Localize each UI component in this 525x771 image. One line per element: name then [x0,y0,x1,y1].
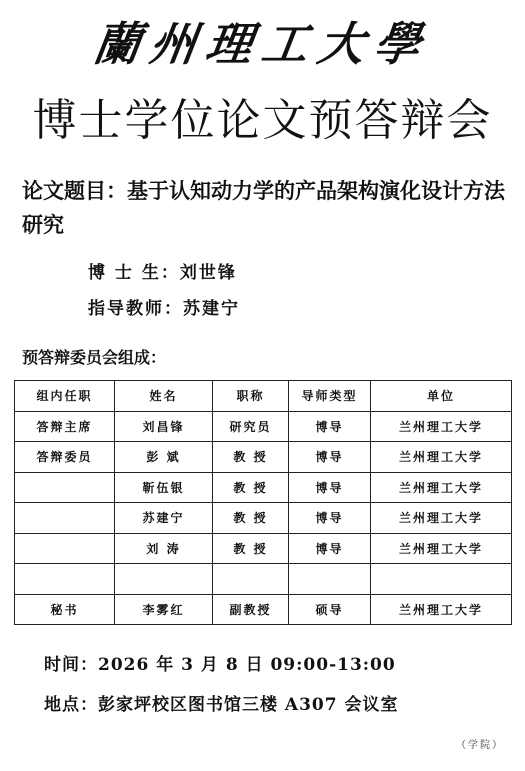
column-header: 导师类型 [289,381,371,412]
department-note: （学院） [456,740,504,751]
thesis-title-block [22,174,512,242]
table-row [15,533,512,564]
table-cell [15,472,115,503]
table-header-row [15,381,512,412]
table-cell: 刘 涛 [115,533,213,564]
table-row [15,472,512,503]
location-value: 彭家坪校区图书馆三楼 A307 会议室 [98,695,399,715]
table-cell [213,564,289,595]
table-cell: 彭 斌 [115,442,213,473]
table-cell [15,503,115,534]
table-cell: 兰州理工大学 [371,442,512,473]
column-header: 姓名 [115,381,213,412]
table-cell: 兰州理工大学 [371,411,512,442]
candidate-row [88,258,237,283]
table-cell: 刘昌锋 [115,411,213,442]
committee-table [14,380,512,625]
thesis-title-label: 论文题目： [22,178,127,203]
column-header: 职称 [213,381,289,412]
table-cell: 研究员 [213,411,289,442]
table-cell: 兰州理工大学 [371,594,512,625]
table-cell: 博导 [289,411,371,442]
location-label: 地点： [44,695,98,715]
committee-heading: 预答辩委员会组成： [22,348,167,367]
table-row [15,594,512,625]
time-label: 时间： [44,655,98,675]
table-cell [289,564,371,595]
table-cell: 教 授 [213,533,289,564]
table-cell: 李雾红 [115,594,213,625]
table-row [15,503,512,534]
table-cell: 教 授 [213,442,289,473]
table-cell: 博导 [289,442,371,473]
table-cell: 兰州理工大学 [371,472,512,503]
table-cell: 博导 [289,472,371,503]
column-header: 组内任职 [15,381,115,412]
table-cell: 答辩主席 [15,411,115,442]
column-header: 单位 [371,381,512,412]
table-cell: 苏建宁 [115,503,213,534]
table-cell [371,564,512,595]
location-row [44,690,399,715]
table-row [15,442,512,473]
table-cell: 靳伍银 [115,472,213,503]
candidate-label: 博 士 生： [88,263,180,283]
thesis-title: 基于认知动力学的产品架构演化设计方法研究 [22,178,505,237]
table-cell [15,533,115,564]
table-cell: 副教授 [213,594,289,625]
table-row [15,411,512,442]
table-cell: 兰州理工大学 [371,503,512,534]
candidate-name: 刘世锋 [179,263,237,283]
table-cell: 兰州理工大学 [371,533,512,564]
table-cell [15,564,115,595]
advisor-name: 苏建宁 [183,299,240,319]
table-cell: 博导 [289,503,371,534]
table-cell: 教 授 [213,503,289,534]
advisor-label: 指导教师： [88,299,183,319]
table-cell [115,564,213,595]
table-cell: 答辩委员 [15,442,115,473]
table-cell: 硕导 [289,594,371,625]
page-title: 博士学位论文预答辩会 [32,95,493,146]
table-cell: 教 授 [213,472,289,503]
table-row [15,564,512,595]
advisor-row [88,294,240,319]
university-logo: 蘭州理工大學 [90,17,434,71]
time-row [44,650,396,675]
table-cell: 秘书 [15,594,115,625]
time-value: 2026 年 3 月 8 日 09:00-13:00 [98,655,396,675]
table-cell: 博导 [289,533,371,564]
